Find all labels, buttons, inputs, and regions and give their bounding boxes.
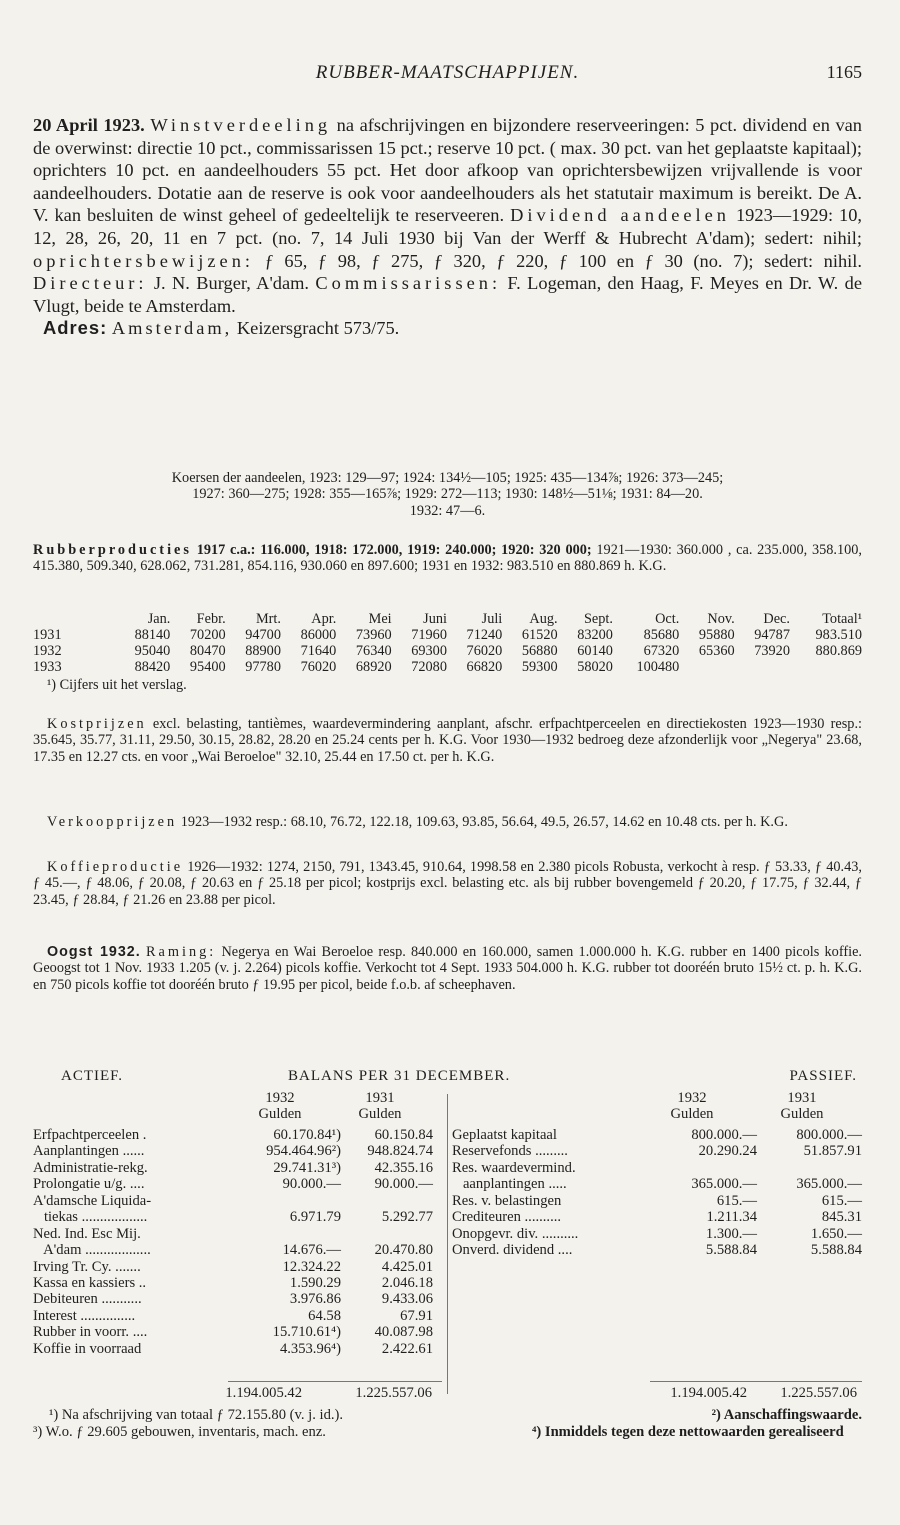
balance-value-1931: 2.046.18 — [381, 1274, 433, 1291]
table-row — [33, 659, 862, 675]
share-prices-line: 1927: 360—275; 1928: 355—165⅞; 1929: 272—113; 1930: 148½—51⅛; 1931: 84—20. — [192, 486, 703, 503]
balance-value-1932: 14.676.— — [282, 1242, 341, 1259]
body-text: 1926—1932: 1274, 2150, 791, 1343.45, 910.64, 1998.58 en 2.380 picols Robusta, verkocht à resp. ƒ 53.33, ƒ 40.43, ƒ 45.—, ƒ 48.06, ƒ 20.08, ƒ 20.63 en ƒ 25.18 per picol; kostprijs excl. belasting etc. als bij rubber bovengemeld ƒ 20.20, ƒ 17.75, ƒ 32.44, ƒ 23.45, ƒ 28.84, ƒ 21.26 en 23.88 per picol. — [33, 859, 862, 908]
table-cell: 61520 — [521, 627, 558, 643]
table-cell: 76340 — [355, 643, 392, 659]
balance-value-1932: 6.971.79 — [289, 1209, 341, 1226]
actief-unit-1932: Gulden — [258, 1106, 302, 1123]
body-text: 1923—1932 resp.: 68.10, 76.72, 122.18, 109.63, 93.85, 56.64, 49.5, 26.57, 14.62 en 10.48 cts. per h. K.G. — [177, 814, 788, 830]
monthly-table — [33, 611, 862, 675]
body-text: Negerya en Wai Beroeloe resp. 840.000 en 160.000, samen 1.000.000 h. K.G. rubber en 1400 picols koffie. Geoogst tot 1 Nov. 1933 1.205 (v. j. 2.264) picols koffie. Verkocht tot 4 Sept. 1933 504.000 h. K.G. rubber tot dooréén bruto 15½ ct. p. h. K.G. en 750 picols koffie tot dooréén bruto ƒ 19.95 per picol, beide f.o.b. af scheephaven. — [33, 944, 862, 993]
address-street: Keizersgracht 573/75. — [232, 318, 400, 339]
balance-value-1931: 9.433.06 — [381, 1291, 433, 1308]
balance-value-1932: 1.211.34 — [706, 1209, 757, 1226]
balance-row — [33, 1127, 443, 1143]
keyword-koffieproductie: Koffieproductie — [47, 859, 184, 875]
table-cell: 56880 — [521, 643, 558, 659]
table-header-row — [33, 611, 862, 627]
table-cell: 88900 — [245, 643, 281, 659]
monthly-production-table — [33, 611, 862, 693]
balance-row-label: tiekas .................. — [33, 1209, 148, 1226]
balance-value-1931: 67.91 — [400, 1307, 433, 1324]
balance-value-1932: 15.710.61⁴) — [272, 1324, 341, 1341]
balance-row — [33, 1341, 443, 1357]
passief-year-1931: 1931 — [787, 1090, 817, 1106]
table-header-cell: Jan. — [147, 611, 171, 627]
balance-value-1931: 800.000.— — [796, 1127, 862, 1143]
balance-value-1931: 90.000.— — [374, 1176, 433, 1193]
balance-value-1931: 5.588.84 — [810, 1242, 862, 1259]
balance-row — [33, 1160, 443, 1176]
table-header-corner — [33, 611, 115, 627]
address-label: Adres: — [43, 317, 108, 339]
balance-row-label: Erfpachtperceelen . — [33, 1127, 147, 1143]
actief-unit-1931: Gulden — [358, 1106, 402, 1123]
balance-row — [33, 1209, 443, 1225]
balance-row-label: Aanplantingen ...... — [33, 1143, 145, 1160]
table-row-year: 1931 — [33, 627, 62, 643]
footnote-2: ²) Aanschaffingswaarde. — [711, 1407, 862, 1423]
table-cell: 71960 — [411, 627, 447, 643]
balance-value-1931: 365.000.— — [796, 1176, 862, 1193]
keyword-dividend: Dividend aandeelen — [510, 205, 731, 226]
rubber-production — [33, 542, 862, 575]
balance-row — [33, 1242, 443, 1258]
balance-value-1932: 60.170.84¹) — [273, 1127, 341, 1143]
share-prices — [33, 470, 862, 519]
balance-row — [33, 1143, 443, 1159]
body-text: J. N. Burger, A'dam. — [147, 273, 316, 294]
balance-column-headers — [0, 1090, 900, 1123]
table-cell: 88420 — [134, 659, 171, 675]
table-cell: 73960 — [355, 627, 392, 643]
date-text: 20 April 1923. — [33, 115, 145, 135]
table-header-cell: Juli — [481, 611, 503, 627]
actief-total-rule — [228, 1381, 442, 1382]
balance-row — [452, 1143, 862, 1159]
address-line — [33, 317, 862, 340]
balance-value-1931: 4.425.01 — [381, 1258, 433, 1275]
total-actief-1932: 1.194.005.42 — [225, 1385, 302, 1401]
table-cell: 71640 — [300, 643, 337, 659]
balance-row-label: Debiteuren ........... — [33, 1291, 142, 1308]
balance-value-1932: 1.590.29 — [289, 1274, 341, 1291]
balance-divider — [447, 1094, 448, 1394]
balance-value-1931: 615.— — [821, 1192, 862, 1209]
balance-row-label: Onopgevr. div. .......... — [452, 1225, 579, 1242]
table-cell: 76020 — [300, 659, 337, 675]
balance-value-1931: 948.824.74 — [367, 1143, 433, 1160]
balance-row-label: aanplantingen ..... — [452, 1176, 567, 1193]
balance-row — [452, 1226, 862, 1242]
table-cell: 69300 — [411, 643, 447, 659]
passief-year-1932: 1932 — [677, 1090, 707, 1106]
balance-value-1932: 20.290.24 — [698, 1143, 757, 1160]
address-city: Amsterdam, — [111, 318, 233, 339]
table-header-cell: Apr. — [311, 611, 337, 627]
balance-row-label: Geplaatst kapitaal — [452, 1127, 557, 1143]
table-cell: 85680 — [643, 627, 680, 643]
balance-row-label: Res. v. belastingen — [452, 1192, 562, 1209]
body-text: na afschrijvingen en bijzondere reserveeringen: 5 pct. dividend en van de overwinst: directie 10 pct., commissarissen 15 pct.; reserve 10 pct. ( max. 30 pct. van het geplaatste kapitaal); oprichters 10 pct. en aandeelhouders 55 pct. Het door afkoop van oprichtersbewijzen vrijvallende is voor aandeelhouders. Dotatie aan de reserve is ook voor aandeelhouders als het statutair maximum is bereikt. De A. V. kan besluiten de winst geheel of gedeeltelijk te reserveeren. — [33, 115, 862, 226]
table-cell: 95040 — [134, 643, 171, 659]
total-passief-1931: 1.225.557.06 — [780, 1385, 857, 1401]
table-cell: 83200 — [577, 627, 613, 643]
body-text: 1921—1930: 360.000 , ca. 235.000, 358.100, 415.380, 509.340, 628.062, 731.281, 854.116, 930.060 en 897.600; 1931 en 1932: 983.510 en 880.869 h. K.G. — [33, 542, 862, 575]
balance-row-label: Interest ............... — [33, 1307, 136, 1324]
balance-value-1932: 90.000.— — [282, 1176, 341, 1193]
balance-row — [452, 1176, 862, 1192]
balance-row-label: A'damsche Liquida- — [33, 1192, 152, 1209]
actief-year-1932: 1932 — [265, 1090, 295, 1106]
passief-total-rule — [650, 1381, 862, 1382]
balance-row — [452, 1242, 862, 1258]
balance-row-label: Kassa en kassiers .. — [33, 1274, 147, 1291]
table-header-cell: Mei — [368, 611, 392, 627]
table-cell: 88140 — [134, 627, 171, 643]
table-cell: 80470 — [189, 643, 226, 659]
balance-value-1931: 5.292.77 — [381, 1209, 433, 1226]
table-cell: 67320 — [643, 643, 680, 659]
table-header-cell: Febr. — [196, 611, 226, 627]
balance-row — [452, 1209, 862, 1225]
table-cell: 71240 — [466, 627, 503, 643]
table-cell: 60140 — [577, 643, 613, 659]
profit-distribution-paragraph — [33, 114, 862, 317]
table-header-cell: Aug. — [529, 611, 558, 627]
body-text: F. Logeman, den Haag, F. Meyes en Dr. W. de Vlugt, beide te Amsterdam. — [33, 273, 862, 316]
total-passief-1932: 1.194.005.42 — [670, 1385, 747, 1401]
actief-list — [33, 1127, 443, 1357]
body-text: 1917 c.a.: 116.000, 1918: 172.000, 1919: 240.000; 1920: 320 000; — [191, 542, 592, 558]
balance-row — [33, 1259, 443, 1275]
table-cell: 68920 — [355, 659, 392, 675]
table-cell: 100480 — [636, 659, 680, 675]
balance-row-label: Irving Tr. Cy. ....... — [33, 1258, 141, 1275]
table-row — [33, 643, 862, 659]
balance-row-label: Ned. Ind. Esc Mij. — [33, 1225, 141, 1242]
table-cell: 95400 — [189, 659, 226, 675]
table-cell: 97780 — [245, 659, 281, 675]
balance-value-1931: 1.650.— — [810, 1225, 862, 1242]
table-row-year: 1932 — [33, 643, 62, 659]
table-cell: 65360 — [698, 643, 735, 659]
balance-value-1932: 365.000.— — [691, 1176, 757, 1193]
footnote-4: ⁴) Inmiddels tegen deze nettowaarden gerealiseerd — [532, 1424, 844, 1440]
balance-row — [452, 1160, 862, 1176]
table-header-cell: Mrt. — [255, 611, 281, 627]
table-header-cell: Totaal¹ — [822, 611, 862, 627]
table-header-cell: Juni — [423, 611, 447, 627]
table-cell: 70200 — [189, 627, 226, 643]
balance-value-1931: 42.355.16 — [374, 1159, 433, 1176]
table-row — [33, 627, 862, 643]
keyword-winstverdeeling: Winstverdeeling — [150, 115, 332, 135]
running-title: RUBBER-MAATSCHAPPIJEN. — [315, 62, 580, 83]
table-cell: 66820 — [466, 659, 503, 675]
body-text: ƒ 65, ƒ 98, ƒ 275, ƒ 320, ƒ 220, ƒ 100 en ƒ 30 (no. 7); sedert: nihil. — [254, 250, 862, 271]
balance-footnotes — [33, 1407, 862, 1441]
balance-value-1932: 954.464.96²) — [266, 1143, 341, 1160]
table-cell — [735, 659, 790, 675]
harvest-label: Oogst 1932. — [47, 944, 141, 960]
table-header-cell: Sept. — [583, 611, 613, 627]
balance-value-1931: 40.087.98 — [374, 1324, 433, 1341]
balance-row-label: Prolongatie u/g. .... — [33, 1176, 145, 1193]
table-cell: 73920 — [754, 643, 790, 659]
balance-row — [33, 1275, 443, 1291]
balance-row — [452, 1193, 862, 1209]
keyword-commissarissen: Commissarissen: — [315, 273, 502, 294]
table-row-year: 1933 — [33, 659, 62, 675]
actief-year-1931: 1931 — [365, 1090, 395, 1106]
balance-row — [33, 1226, 443, 1242]
balance-row — [33, 1176, 443, 1192]
table-cell: 72080 — [411, 659, 447, 675]
balance-title: BALANS PER 31 DECEMBER. — [288, 1068, 511, 1084]
balance-row-label: Onverd. dividend .... — [452, 1242, 573, 1259]
table-cell: 59300 — [521, 659, 558, 675]
table-cell: 94700 — [245, 627, 281, 643]
balance-value-1931: 845.31 — [821, 1209, 862, 1226]
balance-row — [33, 1193, 443, 1209]
balance-row-label: Rubber in voorr. .... — [33, 1324, 148, 1341]
balance-value-1932: 800.000.— — [691, 1127, 757, 1143]
keyword-verkoopprijzen: Verkoopprijzen — [47, 814, 178, 830]
balance-value-1932: 12.324.22 — [282, 1258, 341, 1275]
share-prices-line: Koersen der aandeelen, 1923: 129—97; 1924: 134½—105; 1925: 435—134⅞; 1926: 373—245; — [171, 470, 724, 486]
balance-row — [452, 1127, 862, 1143]
passief-label: PASSIEF. — [789, 1068, 857, 1084]
keyword-raming: Raming: — [145, 944, 217, 960]
balance-value-1932: 3.976.86 — [289, 1291, 341, 1308]
table-header-cell: Nov. — [707, 611, 735, 627]
balance-row-label: Crediteuren .......... — [452, 1209, 562, 1226]
passief-unit-1932: Gulden — [670, 1106, 714, 1123]
table-footnote: ¹) Cijfers uit het verslag. — [47, 677, 187, 693]
balance-row-label: A'dam .................. — [33, 1242, 151, 1259]
table-cell: 94787 — [754, 627, 790, 643]
balance-value-1931: 2.422.61 — [381, 1340, 433, 1357]
balance-value-1931: 60.150.84 — [374, 1127, 433, 1143]
balance-row — [33, 1291, 443, 1307]
passief-unit-1931: Gulden — [780, 1106, 824, 1123]
balance-value-1932: 4.353.96⁴) — [279, 1340, 341, 1357]
table-cell — [679, 659, 734, 675]
table-cell — [790, 659, 862, 675]
balance-row-label: Koffie in voorraad — [33, 1340, 142, 1357]
keyword-kostprijzen: Kostprijzen — [47, 716, 147, 732]
table-cell: 86000 — [300, 627, 337, 643]
balance-value-1931: 51.857.91 — [803, 1143, 862, 1160]
balance-row — [33, 1324, 443, 1340]
balance-row-label: Res. waardevermind. — [452, 1159, 576, 1176]
balance-value-1932: 1.300.— — [705, 1225, 757, 1242]
table-cell: 76020 — [466, 643, 503, 659]
keyword-directeur: Directeur: — [33, 273, 148, 294]
keyword-rubberproducties: Rubberproducties — [33, 542, 192, 558]
body-text: 1923—1929: 10, 12, 28, 26, 20, 11 en 7 pct. (no. 7, 14 Juli 1930 bij Van der Werff & Hubrecht A'dam); sedert: nihil; — [33, 205, 863, 248]
table-cell: 880.869 — [815, 643, 862, 659]
harvest-1932 — [33, 944, 862, 993]
footnote-1: ¹) Na afschrijving van totaal ƒ 72.155.80 (v. j. id.). — [49, 1407, 344, 1423]
balance-row-label: Administratie-rekg. — [33, 1159, 148, 1176]
keyword-oprichtersbewijzen: oprichtersbewijzen: — [33, 250, 255, 271]
balance-sheet-header — [33, 1068, 862, 1088]
company-description — [33, 114, 862, 340]
table-header-cell: Dec. — [763, 611, 790, 627]
table-cell: 983.510 — [815, 627, 862, 643]
total-actief-1931: 1.225.557.06 — [355, 1385, 432, 1401]
balance-value-1932: 5.588.84 — [705, 1242, 757, 1259]
balance-row-label: Reservefonds ......... — [452, 1143, 568, 1160]
balance-value-1932: 29.741.31³) — [273, 1159, 341, 1176]
balance-row — [33, 1308, 443, 1324]
body-text: excl. belasting, tantièmes, waardevermindering aanplant, afschr. erfpachtperceelen en directiekosten 1923—1930 resp.: 35.645, 35.77, 31.11, 29.50, 30.15, 28.82, 28.20 en 25.24 cents per h. K.G. Voor 1930—1932 bedroeg deze afzonderlijk voor „Negerya" 23.68, 17.35 en 12.27 cts. en voor „Wai Beroeloe" 32.10, 25.44 en 17.50 ct. per h. K.G. — [33, 716, 862, 765]
table-cell: 58020 — [577, 659, 613, 675]
passief-list — [452, 1127, 862, 1259]
share-prices-line: 1932: 47—6. — [409, 502, 486, 519]
table-cell: 95880 — [698, 627, 735, 643]
coffee-production — [33, 859, 862, 908]
balance-value-1931: 20.470.80 — [374, 1242, 433, 1259]
sale-prices — [33, 814, 862, 830]
actief-label: ACTIEF. — [61, 1068, 124, 1084]
balance-value-1932: 615.— — [716, 1192, 757, 1209]
balance-value-1932: 64.58 — [308, 1307, 341, 1324]
table-header-cell: Oct. — [655, 611, 680, 627]
running-header — [33, 62, 862, 86]
page-number: 1165 — [826, 62, 862, 82]
cost-prices — [33, 716, 862, 765]
footnote-3: ³) W.o. ƒ 29.605 gebouwen, inventaris, mach. enz. — [33, 1424, 326, 1440]
